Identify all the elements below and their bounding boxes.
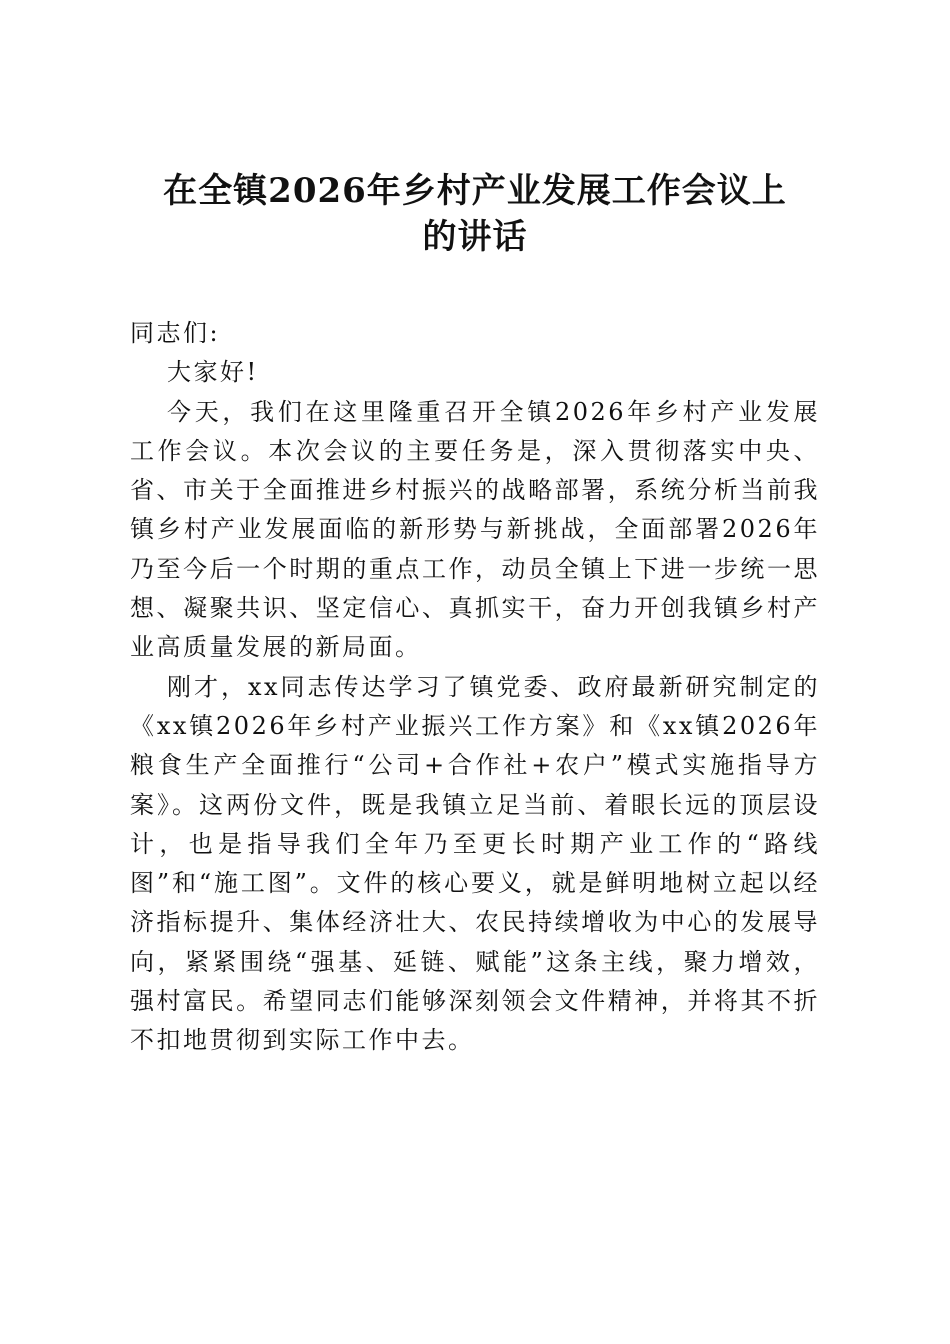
title-line-1: 在全镇2026年乡村产业发展工作会议上 [163, 171, 787, 211]
title-line-2: 的讲话 [422, 217, 528, 257]
greeting: 大家好! [167, 358, 259, 387]
salutation: 同志们: [130, 319, 221, 347]
paragraph-opening: 今天，我们在这里隆重召开全镇2026年乡村产业发展工作会议。本次会议的主要任务是，深入贯彻落实中央、省、市关于全面推进乡村振兴的战略部署，系统分析当前我镇乡村产业发展面临的新形势与新挑战，全面部署2026年乃至今后一个时期的重点工作，动员全镇上下进一步统一思想、凝聚共识、坚定信心、真抓实干，奋力开创我镇乡村产业高质量发展的新局面。 [130, 397, 820, 662]
paragraph-documents: 刚才，xx同志传达学习了镇党委、政府最新研究制定的《xx镇2026年乡村产业振兴工作方案》和《xx镇2026年粮食生产全面推行“公司+合作社+农户”模式实施指导方案》。这两份文件，既是我镇立足当前、着眼长远的顶层设计，也是指导我们全年乃至更长时期产业工作的“路线图”和“施工图”。文件的核心要义，就是鲜明地树立起以经济指标提升、集体经济壮大、农民持续增收为中心的发展导向，紧紧围绕“强基、延链、赋能”这条主线，聚力增效，强村富民。希望同志们能够深刻领会文件精神，并将其不折不扣地贯彻到实际工作中去。 [130, 672, 820, 1055]
document-body [130, 314, 820, 1061]
document-title [120, 168, 830, 260]
